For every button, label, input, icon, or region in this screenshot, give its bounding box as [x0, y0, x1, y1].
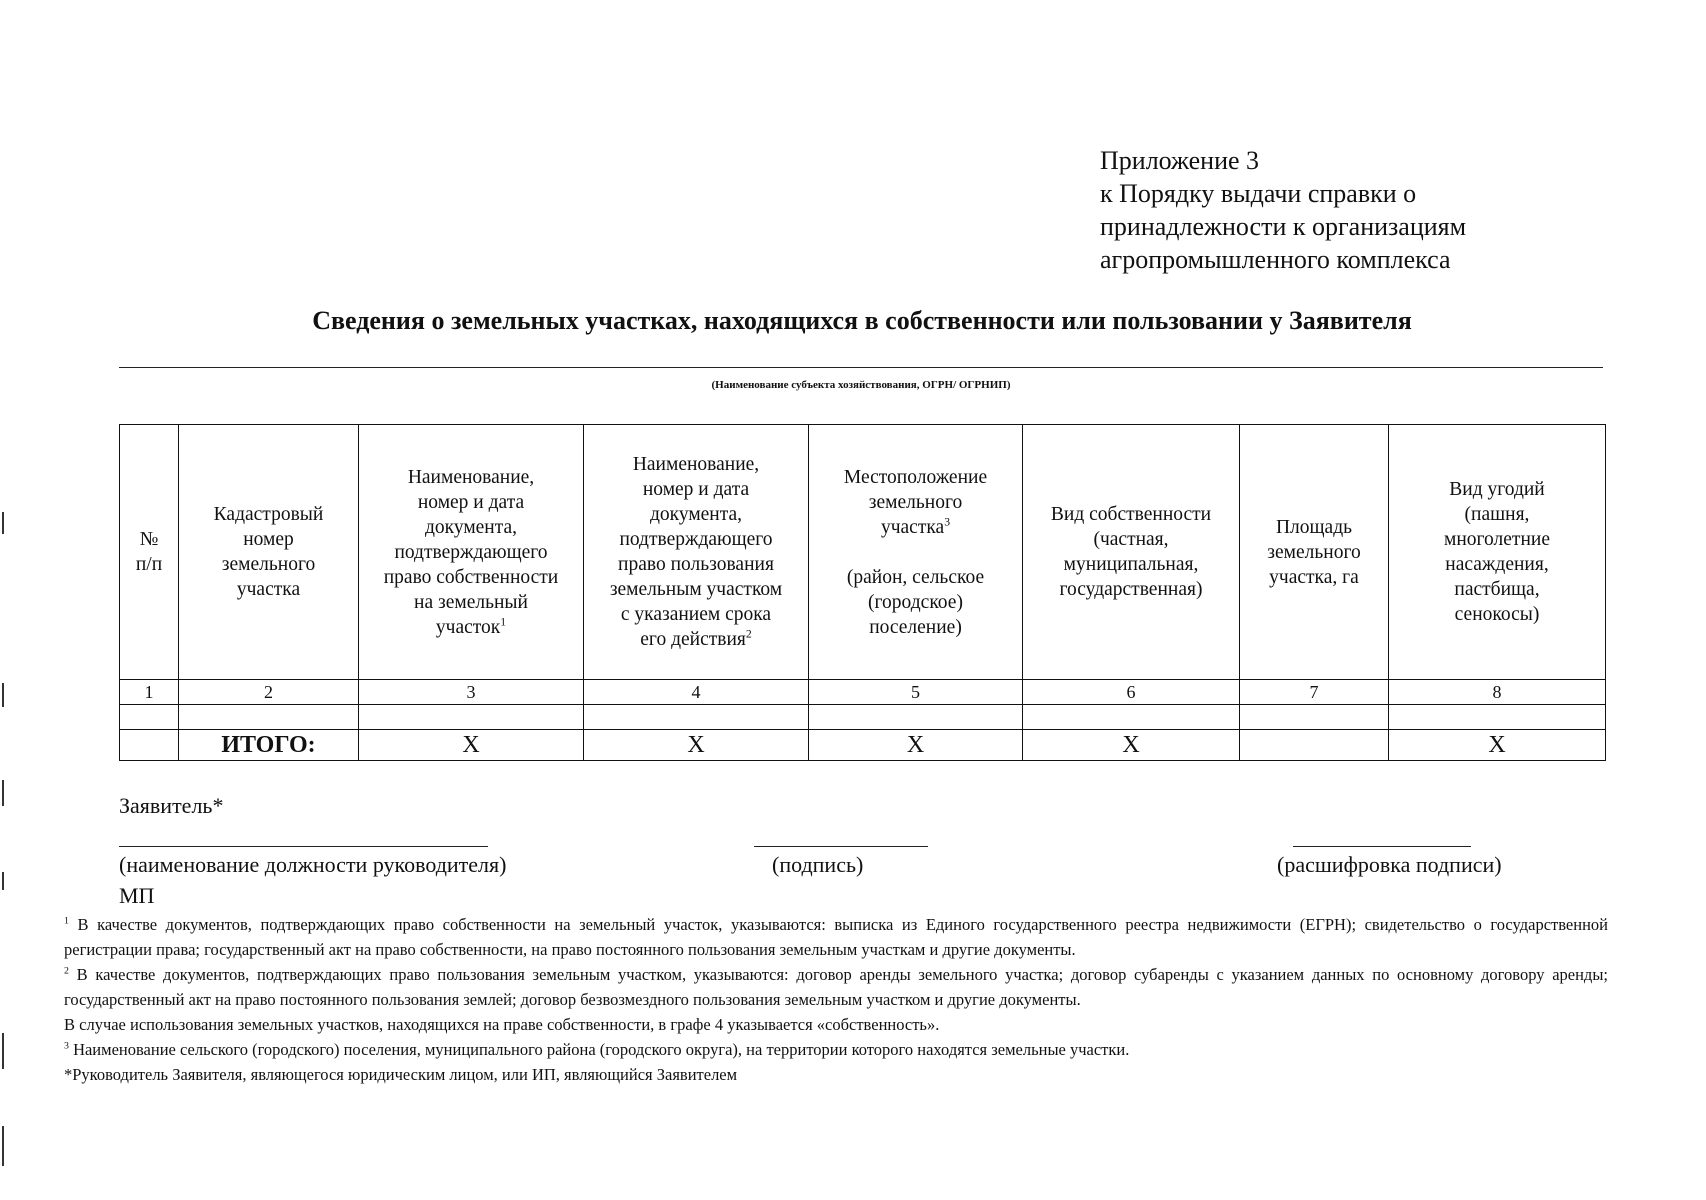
table-cell[interactable]: [1389, 705, 1606, 730]
signature-line: [754, 846, 928, 847]
subject-name-line: [119, 367, 1603, 368]
appendix-line: Приложение 3: [1100, 146, 1260, 175]
footnote-ref: 1: [500, 615, 507, 628]
footnote-mark: 1: [64, 915, 69, 927]
footnote-ref: 3: [944, 515, 951, 528]
footnote-mark: 2: [64, 965, 69, 977]
column-number-5: 5: [809, 680, 1023, 705]
appendix-line: принадлежности к организациям: [1100, 212, 1467, 241]
scan-mark: [2, 1033, 4, 1069]
table-cell[interactable]: [120, 705, 179, 730]
footnote-text: Наименование сельского (городского) поселения, муниципального района (городского округа), на территории которого находятся земельные участки.: [68, 1040, 1130, 1059]
column-number-4: 4: [584, 680, 809, 705]
total-cell: X: [359, 730, 584, 761]
column-number-8: 8: [1389, 680, 1606, 705]
total-label: ИТОГО:: [179, 730, 359, 761]
footnotes: [64, 912, 1608, 1087]
column-number-3: 3: [359, 680, 584, 705]
column-number-row: [120, 680, 1606, 705]
column-number-2: 2: [179, 680, 359, 705]
column-number-6: 6: [1023, 680, 1240, 705]
signature-decode-line: [1293, 846, 1471, 847]
scan-mark: [2, 683, 4, 707]
column-header-8: Вид угодий (пашня, многолетние насаждения, пастбища, сенокосы): [1389, 425, 1606, 680]
table-cell[interactable]: [179, 705, 359, 730]
column-header-4: Наименование, номер и дата документа, подтверждающего право пользования земельным участком с указанием срока его действия$^2$: [584, 425, 809, 680]
appendix-line: агропромышленного комплекса: [1100, 245, 1451, 274]
footnote: [64, 1037, 1608, 1062]
land-plots-table: [119, 424, 1606, 761]
footnote-text: В качестве документов, подтверждающих право собственности на земельный участок, указываются: выписка из Единого государственного реестра недвижимости (ЕГРН); свидетельство о государственной регистрации права; государственный акт на право собственности, на право постоянного пользования земельным участкам и другие документы.: [64, 915, 1608, 959]
footnote-ref: 2: [745, 627, 752, 641]
total-cell: X: [584, 730, 809, 761]
scan-mark: [2, 780, 4, 806]
column-number-1: 1: [120, 680, 179, 705]
appendix-line: к Порядку выдачи справки о: [1100, 179, 1417, 208]
column-header-5: Местоположение земельного участка$^3$ (район, сельское (городское) поселение): [809, 425, 1023, 680]
table-cell[interactable]: [584, 705, 809, 730]
total-cell: [1240, 730, 1389, 761]
total-row: [120, 730, 1606, 761]
document-title: Сведения о земельных участках, находящихся в собственности или пользовании у Заявителя: [312, 306, 1412, 335]
column-number-7: 7: [1240, 680, 1389, 705]
applicant-label: Заявитель*: [119, 793, 224, 818]
column-header-1: № п/п: [120, 425, 179, 680]
footnote: [64, 1062, 1608, 1087]
table-cell[interactable]: [1240, 705, 1389, 730]
table-cell[interactable]: [1023, 705, 1240, 730]
stamp-label: МП: [119, 883, 155, 908]
scan-mark: [2, 872, 4, 890]
footnote-mark: 3: [64, 1040, 69, 1052]
footnote: [64, 912, 1608, 962]
footnote: [64, 1012, 1608, 1037]
scan-mark: [2, 1126, 4, 1166]
appendix-note: [1100, 144, 1466, 276]
footnote: [64, 962, 1608, 1012]
table-header-row: [120, 425, 1606, 680]
total-cell: X: [1389, 730, 1606, 761]
footnote-text: *Руководитель Заявителя, являющегося юридическим лицом, или ИП, являющийся Заявителем: [64, 1065, 738, 1084]
signature-caption: (подпись): [772, 852, 864, 877]
column-header-6: Вид собственности (частная, муниципальная, государственная): [1023, 425, 1240, 680]
total-cell: X: [809, 730, 1023, 761]
column-header-7: Площадь земельного участка, га: [1240, 425, 1389, 680]
position-signature-line: [119, 846, 488, 847]
table-cell[interactable]: [359, 705, 584, 730]
footnote-text: В случае использования земельных участков, находящихся на праве собственности, в графе 4 указывается «собственность».: [64, 1015, 940, 1034]
column-header-2: Кадастровый номер земельного участка: [179, 425, 359, 680]
position-caption: (наименование должности руководителя): [119, 852, 507, 877]
total-cell: X: [1023, 730, 1240, 761]
total-cell: [120, 730, 179, 761]
footnote-text: В качестве документов, подтверждающих право пользования земельным участком, указываются: договор аренды земельного участка; договор субаренды с указанием данных по основному договору аренды; государственный акт на право постоянного пользования землей; договор безвозмездного пользования земельным участком и другие документы.: [64, 965, 1608, 1009]
scan-mark: [2, 512, 4, 534]
table-cell[interactable]: [809, 705, 1023, 730]
signature-decode-caption: (расшифровка подписи): [1277, 852, 1502, 877]
table-row: [120, 705, 1606, 730]
subject-name-caption: (Наименование субъекта хозяйствования, ОГРН/ ОГРНИП): [711, 379, 1011, 391]
column-header-3: Наименование, номер и дата документа, подтверждающего право собственности на земельный участок$^1$: [359, 425, 584, 680]
